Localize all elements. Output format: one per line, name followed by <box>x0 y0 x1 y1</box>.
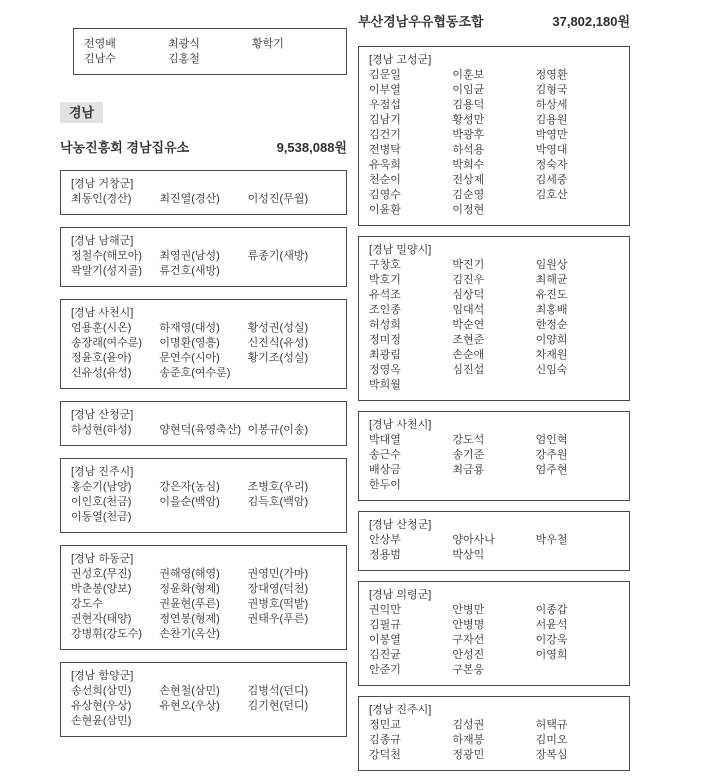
person-name: 한정순 <box>535 319 568 331</box>
person-name: 김용원 <box>535 114 568 126</box>
person-name: 이양희 <box>535 334 568 346</box>
person-name: 최영권(남성) <box>159 250 220 262</box>
person-name: 강은자(농심) <box>159 481 220 493</box>
person-name: 곽말기(성지골) <box>71 265 143 277</box>
person-name: 강주원 <box>535 449 568 461</box>
person-name: 류건호(새방) <box>159 265 220 277</box>
person-name: 이윤환 <box>369 204 401 216</box>
region-box-goseong <box>358 46 630 226</box>
right-column <box>358 14 630 781</box>
person-name: 김미오 <box>535 734 568 746</box>
person-name: 황성만 <box>452 114 485 126</box>
person-name: 황학기 <box>252 38 284 50</box>
region-box-title: [경남 산청군] <box>369 519 432 531</box>
collection-site-amount: 9,538,088원 <box>276 140 347 155</box>
name-grid <box>71 423 336 438</box>
person-name: 손현철(삼민) <box>159 685 220 697</box>
person-name: 김영수 <box>369 189 401 201</box>
person-name: 김병석(던디) <box>247 685 309 697</box>
person-name: 이봉규(이송) <box>247 424 309 436</box>
person-name: 황성권(성실) <box>247 322 309 334</box>
person-name: 이성진(무월) <box>247 193 309 205</box>
person-name: 허성희 <box>369 319 401 331</box>
cooperative-amount: 37,802,180원 <box>552 14 630 29</box>
region-box-sancheong <box>358 511 630 571</box>
person-name: 박진기 <box>452 259 485 271</box>
person-name: 이종갑 <box>535 604 568 616</box>
person-name: 김홍철 <box>168 53 200 65</box>
person-name: 송기준 <box>452 449 485 461</box>
person-name: 심진섭 <box>452 364 485 376</box>
region-box-geochang <box>60 170 347 215</box>
person-name: 조병호(우리) <box>247 481 309 493</box>
name-grid <box>369 68 619 218</box>
name-grid <box>369 718 619 763</box>
person-name: 황기조(성실) <box>247 352 309 364</box>
name-grid <box>369 433 619 493</box>
region-box-title: [경남 산청군] <box>71 409 134 421</box>
person-name: 박영대 <box>535 144 568 156</box>
person-name: 정미정 <box>369 334 401 346</box>
region-box-jinju <box>358 696 630 771</box>
region-box-title: [경남 진주시] <box>369 704 432 716</box>
person-name: 정연봉(형제) <box>159 613 220 625</box>
person-name: 김필규 <box>369 619 401 631</box>
person-name: 김세중 <box>535 174 568 186</box>
person-name: 문연수(시아) <box>159 352 220 364</box>
person-name: 이봉열 <box>369 634 401 646</box>
person-name: 이영희 <box>535 649 568 661</box>
person-name: 심상덕 <box>452 289 485 301</box>
person-name: 최광식 <box>168 38 200 50</box>
person-name: 우점섭 <box>369 99 401 111</box>
person-name: 강도석 <box>452 434 485 446</box>
name-grid <box>71 321 336 381</box>
person-name: 김건기 <box>369 129 401 141</box>
region-box-hamyang <box>60 662 347 737</box>
person-name: 강덕천 <box>369 749 401 761</box>
person-name: 전상제 <box>452 174 485 186</box>
top-names-grid <box>84 37 336 67</box>
person-name: 박대열 <box>369 434 401 446</box>
person-name: 구자선 <box>452 634 485 646</box>
person-name: 안상부 <box>369 534 401 546</box>
person-name: 박희수 <box>452 159 485 171</box>
person-name: 박상익 <box>452 549 485 561</box>
person-name: 권성호(무진) <box>71 568 132 580</box>
person-name: 이명환(영흥) <box>159 337 220 349</box>
person-name: 정민교 <box>369 719 401 731</box>
person-name: 박희월 <box>369 379 401 391</box>
region-box-title: [경남 사천시] <box>71 307 134 319</box>
person-name: 이을순(백암) <box>159 496 220 508</box>
person-name: 배상금 <box>369 464 401 476</box>
person-name: 장복심 <box>535 749 568 761</box>
person-name: 신유성(유성) <box>71 367 132 379</box>
name-grid <box>369 258 619 393</box>
person-name: 하재영(대성) <box>159 322 220 334</box>
person-name: 이임균 <box>452 84 485 96</box>
person-name: 김호산 <box>535 189 568 201</box>
region-label: 경남 <box>60 102 103 123</box>
region-box-title: [경남 진주시] <box>71 466 134 478</box>
name-grid <box>71 249 336 279</box>
region-box-jinju-left <box>60 458 347 533</box>
person-name: 김형국 <box>535 84 568 96</box>
person-name: 최해균 <box>535 274 568 286</box>
person-name: 이동열(천금) <box>71 511 132 523</box>
person-name: 김순영 <box>452 189 485 201</box>
person-name: 김용덕 <box>452 99 485 111</box>
person-name: 최금룡 <box>452 464 485 476</box>
region-box-title: [경남 의령군] <box>369 589 432 601</box>
person-name: 유욱희 <box>369 159 401 171</box>
person-name: 유현오(우상) <box>159 700 220 712</box>
person-name: 김문일 <box>369 69 401 81</box>
person-name: 박춘봉(양보) <box>71 583 132 595</box>
person-name: 신임숙 <box>535 364 568 376</box>
region-box-title: [경남 사천시] <box>369 419 432 431</box>
name-grid <box>369 533 619 563</box>
person-name: 엄인혁 <box>535 434 568 446</box>
person-name: 전병탁 <box>369 144 401 156</box>
person-name: 유상현(우상) <box>71 700 132 712</box>
person-name: 천순이 <box>369 174 401 186</box>
person-name: 박영만 <box>535 129 568 141</box>
person-name: 하성현(하성) <box>71 424 132 436</box>
region-box-sacheon <box>358 411 630 501</box>
person-name: 권영민(가마) <box>247 568 309 580</box>
person-name: 이강욱 <box>535 634 568 646</box>
person-name: 김종규 <box>369 734 401 746</box>
person-name: 서윤석 <box>535 619 568 631</box>
person-name: 손현윤(삼민) <box>71 715 132 727</box>
person-name: 권현자(태양) <box>71 613 132 625</box>
person-name: 안병만 <box>452 604 485 616</box>
person-name: 임원상 <box>535 259 568 271</box>
person-name: 전영배 <box>84 38 116 50</box>
top-names-box <box>73 28 347 75</box>
region-box-uiryeong <box>358 581 630 686</box>
person-name: 양아사나 <box>452 534 495 546</box>
person-name: 정광민 <box>452 749 485 761</box>
name-grid <box>71 684 336 729</box>
person-name: 안병명 <box>452 619 485 631</box>
person-name: 엄주현 <box>535 464 568 476</box>
region-box-title: [경남 남해군] <box>71 235 134 247</box>
person-name: 박우철 <box>535 534 568 546</box>
person-name: 정용범 <box>369 549 401 561</box>
person-name: 이부열 <box>369 84 401 96</box>
person-name: 권익만 <box>369 604 401 616</box>
region-box-title: [경남 거창군] <box>71 178 134 190</box>
person-name: 정영옥 <box>369 364 401 376</box>
right-header <box>358 14 630 29</box>
region-box-miryang <box>358 236 630 401</box>
person-name: 엄용훈(시온) <box>71 322 132 334</box>
region-box-hadong <box>60 545 347 650</box>
person-name: 구본웅 <box>452 664 485 676</box>
person-name: 최홍배 <box>535 304 568 316</box>
region-box-title: [경남 밀양시] <box>369 244 432 256</box>
left-column <box>60 28 347 749</box>
person-name: 정숙자 <box>535 159 568 171</box>
person-name: 안준기 <box>369 664 401 676</box>
person-name: 권병호(떡밭) <box>247 598 309 610</box>
person-name: 박호기 <box>369 274 401 286</box>
person-name: 양현덕(육영축산) <box>159 424 242 436</box>
region-box-title: [경남 고성군] <box>369 54 432 66</box>
person-name: 이정현 <box>452 204 485 216</box>
person-name: 차재원 <box>535 349 568 361</box>
person-name: 신진식(유성) <box>247 337 309 349</box>
person-name: 유석조 <box>369 289 401 301</box>
person-name: 임대석 <box>452 304 485 316</box>
region-box-sancheong-left <box>60 401 347 446</box>
person-name: 권태우(푸른) <box>247 613 309 625</box>
person-name: 강병휘(강도수) <box>71 628 143 640</box>
person-name: 김기현(던디) <box>247 700 309 712</box>
person-name: 조인종 <box>369 304 401 316</box>
name-grid <box>71 192 336 207</box>
person-name: 손찬기(옥산) <box>159 628 220 640</box>
person-name: 정철수(해모아) <box>71 250 143 262</box>
person-name: 유진도 <box>535 289 568 301</box>
left-subheader <box>60 140 347 155</box>
person-name: 조현준 <box>452 334 485 346</box>
person-name: 권윤현(푸른) <box>159 598 220 610</box>
person-name: 하석용 <box>452 144 485 156</box>
person-name: 손순애 <box>452 349 485 361</box>
person-name: 김진균 <box>369 649 401 661</box>
person-name: 김득호(백암) <box>247 496 309 508</box>
person-name: 김진우 <box>452 274 485 286</box>
person-name: 송준호(여수룬) <box>159 367 231 379</box>
person-name: 이인호(천금) <box>71 496 132 508</box>
person-name: 김남수 <box>84 53 116 65</box>
name-grid <box>71 567 336 642</box>
person-name: 이훈보 <box>452 69 485 81</box>
person-name: 박순연 <box>452 319 485 331</box>
person-name: 안성진 <box>452 649 485 661</box>
region-box-title: [경남 함양군] <box>71 670 134 682</box>
region-box-namhae <box>60 227 347 287</box>
person-name: 홍순기(남양) <box>71 481 132 493</box>
person-name: 권해영(해영) <box>159 568 220 580</box>
person-name: 강도수 <box>71 598 103 610</box>
person-name: 장대영(덕천) <box>247 583 309 595</box>
cooperative-title: 부산경남우유협동조합 <box>358 14 484 29</box>
person-name: 류종기(새방) <box>247 250 309 262</box>
person-name: 정윤화(형제) <box>159 583 220 595</box>
person-name: 최광림 <box>369 349 401 361</box>
person-name: 한두이 <box>369 479 401 491</box>
person-name: 정윤호(윤아) <box>71 352 132 364</box>
person-name: 허택규 <box>535 719 568 731</box>
region-box-sacheon-left <box>60 299 347 389</box>
person-name: 정영환 <box>535 69 568 81</box>
name-grid <box>71 480 336 525</box>
person-name: 송근수 <box>369 449 401 461</box>
person-name: 김성권 <box>452 719 485 731</box>
person-name: 최동인(경산) <box>71 193 132 205</box>
person-name: 송선희(삼민) <box>71 685 132 697</box>
person-name: 하상세 <box>535 99 568 111</box>
collection-site-title: 낙농진흥회 경남집유소 <box>60 140 190 155</box>
name-grid <box>369 603 619 678</box>
person-name: 송장래(여수룬) <box>71 337 143 349</box>
person-name: 박광후 <box>452 129 485 141</box>
person-name: 김남기 <box>369 114 401 126</box>
person-name: 최진열(경산) <box>159 193 220 205</box>
person-name: 하재봉 <box>452 734 485 746</box>
person-name: 구창호 <box>369 259 401 271</box>
region-box-title: [경남 하동군] <box>71 553 134 565</box>
